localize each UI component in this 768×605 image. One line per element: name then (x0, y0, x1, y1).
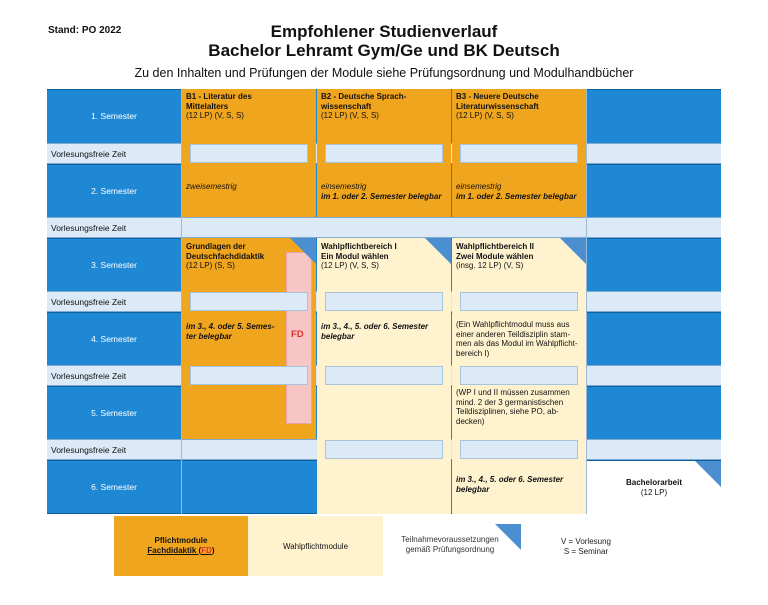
module-wp1-title-1: Wahlpflichtbereich I (321, 242, 397, 251)
page-subtitle: Zu den Inhalten und Prüfungen der Module siehe Prüfungsordnung und Modulhandbücher (134, 66, 634, 80)
legend-pflicht-2: Fachdidaktik ( (147, 545, 202, 555)
module-wp1-note (321, 322, 428, 341)
vorlesungsfrei-label-4: Vorlesungsfreie Zeit (51, 370, 127, 381)
module-fd-note (186, 322, 274, 341)
legend-pflicht-close: ) (211, 545, 215, 555)
module-b2-note (321, 182, 442, 201)
vf-box (460, 144, 578, 163)
module-b3-lp: (12 LP) (V, S, S) (456, 111, 514, 120)
module-wp2-title-1: Wahlpflichtbereich II (456, 242, 534, 251)
module-b3-note-1: einsemestrig (456, 182, 502, 191)
fd-label: FD (291, 329, 304, 340)
module-fd-title-2: Deutschfachdidaktik (186, 251, 265, 261)
module-wp1-title-2: Ein Modul wählen (321, 251, 389, 261)
page-subtitle-program: Bachelor Lehramt Gym/Ge und BK Deutsch (208, 41, 560, 60)
prerequisite-triangle (560, 238, 586, 264)
legend-pflicht-fd: FD (201, 545, 212, 555)
semester-label-2: 2. Semester (91, 185, 137, 196)
module-fd-lp: (12 LP) (S, S) (186, 261, 235, 270)
legend-pflicht-text (114, 536, 248, 555)
stand-label: Stand: PO 2022 (48, 25, 122, 36)
module-b3-title-2: Literaturwissenschaft (456, 101, 539, 111)
vf-box (325, 292, 443, 311)
module-wp1-text (321, 242, 397, 271)
module-b2-lp: (12 LP) (V, S, S) (321, 111, 379, 120)
module-wp2-note-a (456, 320, 578, 358)
module-wp2-note-a-2: einer anderen Teildisziplin stam- (456, 329, 571, 339)
vf-box (325, 144, 443, 163)
module-b1-text (186, 92, 252, 121)
grid-line (586, 89, 587, 514)
module-b2-text (321, 92, 406, 121)
module-wp2-note-a-4: bereich I) (456, 348, 490, 358)
prerequisite-triangle (425, 238, 451, 264)
semester-label-6: 6. Semester (91, 482, 137, 492)
vorlesungsfrei-row-2 (47, 217, 721, 238)
module-wp2-text (456, 242, 534, 271)
bachelorarbeit-title: Bachelorarbeit (625, 478, 683, 487)
vf-box (460, 440, 578, 459)
vf-box (460, 292, 578, 311)
legend-pflicht-1: Pflichtmodule (154, 536, 208, 545)
module-wp2-note-b-1: (WP I und II müssen zusammen (456, 388, 570, 397)
module-wp2-lp: (insg. 12 LP) (V, S) (456, 261, 524, 270)
module-wp2-note-b-3: Teildisziplinen, siehe PO, ab- (456, 407, 559, 416)
module-wp2-note-b-4: decken) (456, 416, 485, 426)
module-wp2-note-a-3: men als das Modul im Wahlpflicht- (456, 339, 578, 348)
semester-label-4: 4. Semester (91, 333, 137, 344)
legend-teilnahme-2: gemäß Prüfungsordnung (405, 544, 495, 554)
vorlesungsfrei-label-2: Vorlesungsfreie Zeit (51, 222, 127, 233)
semester-label-1: 1. Semester (91, 111, 137, 121)
prerequisite-triangle (290, 238, 316, 264)
module-wp2-note-a-1: (Ein Wahlpflichtmodul muss aus (456, 320, 570, 329)
module-b3-note-2: im 1. oder 2. Semester belegbar (456, 191, 577, 201)
module-b2-note-2: im 1. oder 2. Semester belegbar (321, 191, 442, 201)
semester-label-5: 5. Semester (91, 407, 137, 418)
module-wp2-note-b-2: mind. 2 der 3 germanistischen (456, 397, 564, 407)
vf-box (190, 144, 308, 163)
module-fachdidaktik-text (186, 242, 264, 271)
legend-teilnahme-1: Teilnahmevoraussetzungen (401, 535, 499, 544)
module-wp2-note-c-2: belegbar (456, 484, 490, 494)
vf-box (190, 366, 308, 385)
bachelorarbeit-lp: (12 LP) (640, 487, 668, 497)
legend-vs-1: V = Vorlesung (560, 537, 612, 546)
module-b1-title-2: Mittelalters (186, 101, 229, 111)
module-fd-note-2: ter belegbar (186, 331, 232, 341)
semester-label-3: 3. Semester (91, 259, 137, 270)
vf-box (325, 440, 443, 459)
vorlesungsfrei-label-1: Vorlesungsfreie Zeit (51, 148, 127, 159)
vf-box (460, 366, 578, 385)
module-wp2-note-c-1: im 3., 4., 5. oder 6. Semester (456, 475, 564, 484)
page-title: Empfohlener Studienverlauf (270, 22, 498, 41)
module-b2-title-1: B2 - Deutsche Sprach- (321, 92, 407, 101)
bachelorarbeit-text (587, 478, 721, 497)
legend-teilnahme (383, 535, 517, 554)
module-b3-text (456, 92, 539, 121)
module-b1-title-1: B1 - Literatur des (186, 92, 252, 101)
legend-vs (519, 537, 653, 556)
vf-box (190, 292, 308, 311)
vf-box (325, 366, 443, 385)
module-wp1-note-1: im 3., 4., 5. oder 6. Semester (321, 322, 429, 331)
module-wp2-title-2: Zwei Module wählen (456, 251, 534, 261)
vorlesungsfrei-label-3: Vorlesungsfreie Zeit (51, 296, 127, 307)
module-fd-title-1: Grundlagen der (186, 242, 246, 251)
module-b1-note: zweisemestrig (186, 182, 237, 191)
module-wp2-note-c (456, 475, 563, 494)
module-b2-title-2: wissenschaft (321, 101, 372, 111)
module-b3-note (456, 182, 577, 201)
module-b3-title-1: B3 - Neuere Deutsche (456, 92, 539, 101)
vorlesungsfrei-label-5: Vorlesungsfreie Zeit (51, 444, 127, 455)
module-fd-note-1: im 3., 4. oder 5. Semes- (186, 322, 275, 331)
module-wp1-note-2: belegbar (321, 331, 355, 341)
module-b1-lp: (12 LP) (V, S, S) (186, 111, 244, 120)
legend-wahlpflicht: Wahlpflichtmodule (282, 542, 349, 551)
module-b2-note-1: einsemestrig (321, 182, 367, 191)
module-wp1-lp: (12 LP) (V, S, S) (321, 261, 379, 270)
module-wp2-note-b (456, 388, 570, 426)
legend-vs-2: S = Seminar (563, 546, 609, 556)
